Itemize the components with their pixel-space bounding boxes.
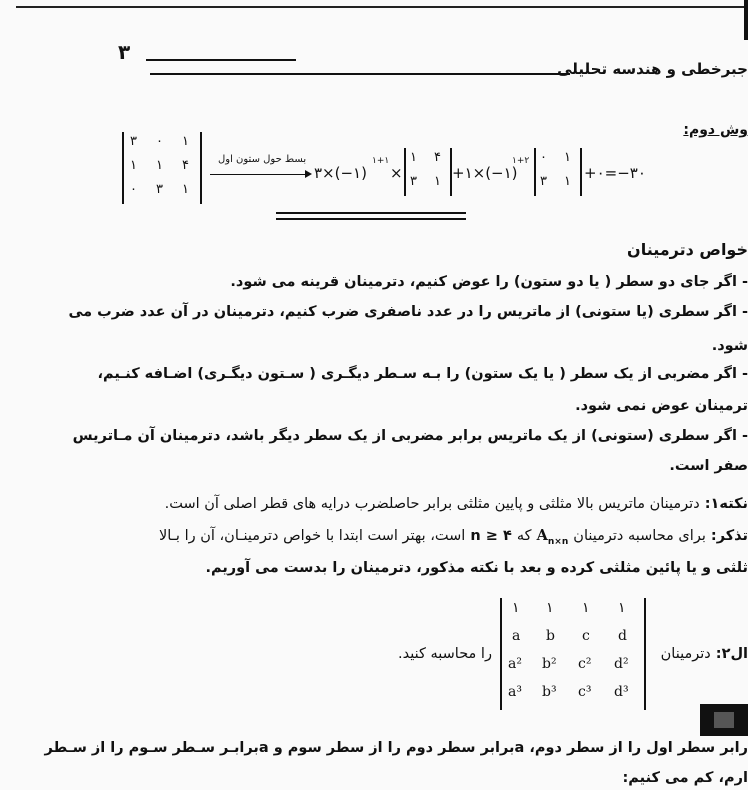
double-underline [276, 212, 466, 220]
matrix-cell: ۱ [564, 150, 571, 165]
section-title: خواص دترمینان [627, 240, 748, 259]
term2-exponent: ۱+۲ [512, 156, 530, 166]
matrix-4x4 [500, 598, 646, 710]
header-rule [146, 59, 296, 61]
matrix-cell: ۱ [546, 600, 554, 616]
matrix-cell: ۱ [130, 158, 137, 173]
solution-marker-icon [700, 704, 748, 736]
matrix-cell: ۴ [434, 150, 441, 165]
example-text: دترمینان [660, 646, 711, 662]
matrix-cell: d² [614, 656, 629, 672]
solution-line: ارم، کم می کنیم: [622, 770, 748, 786]
matrix-cell: c [582, 628, 590, 644]
property-line: - اگر جای دو سطر ( یا دو ستون) را عوض کنیم، دترمینان قرینه می شود. [230, 274, 748, 290]
matrix-cell: ۳ [410, 174, 417, 189]
matrix-cell: a³ [508, 684, 522, 700]
matrix-cell: ۰ [130, 182, 137, 197]
determinant-expansion [118, 128, 658, 218]
property-line: - اگر مضربی از یک سطر ( یا یک ستون) را بـه سـطر دیگـری ( سـتون دیگـری) اضـافه کنـیم، [97, 366, 748, 382]
matrix-cell: ۱ [182, 134, 189, 149]
matrix-cell: a [512, 628, 521, 644]
property-line: شود. [711, 338, 748, 354]
note-2-continued: ثلثی و یا پائین مثلثی کرده و بعد با نکته مذکور، دترمینان را بدست می آوریم. [205, 560, 748, 576]
result: +۰=−۳۰ [584, 164, 646, 182]
matrix-cell: b² [542, 656, 557, 672]
example-instruction: را محاسبه کنید. [398, 646, 492, 662]
matrix-2x2 [534, 148, 582, 196]
matrix-cell: ۰ [156, 134, 163, 149]
matrix-cell: c³ [578, 684, 592, 700]
matrix-cell: ۱ [618, 600, 626, 616]
matrix-cell: a² [508, 656, 522, 672]
method-label: وش دوم: [683, 122, 748, 138]
property-line: - اگر سطری (ستونی) از یک ماتریس برابر مضربی از یک سطر دیگر باشد، دترمینان آن مـاتریس [72, 428, 748, 444]
matrix-cell: ۳ [156, 182, 163, 197]
note2-text: است، بهتر است ابتدا با خواص دترمینـان، آن را بـالا [158, 528, 466, 544]
matrix-cell: ۱ [582, 600, 590, 616]
header-rule [150, 73, 570, 75]
page-header [110, 40, 748, 80]
arrow-label: بسط حول ستون اول [218, 154, 307, 165]
property-line: صفر است. [669, 458, 748, 474]
matrix-cell: d³ [614, 684, 629, 700]
page-right-edge [744, 0, 748, 40]
matrix-cell: ۱ [512, 600, 520, 616]
example-label [661, 646, 748, 662]
matrix-cell: b [546, 628, 555, 644]
term2-coefficient: +۱×(−۱) [452, 164, 518, 182]
note2-text: برای محاسبه دترمینان [573, 528, 706, 544]
note-2 [159, 526, 748, 552]
matrix-3x3 [122, 132, 202, 204]
matrix-cell: ۳ [540, 174, 547, 189]
term1-exponent: ۱+۱ [372, 156, 390, 166]
note2-condition: n ≥ ۴ [470, 528, 512, 544]
note2-text: که [516, 528, 532, 544]
matrix-cell: ۳ [130, 134, 137, 149]
property-line: - اگر سطری (یا ستونی) از ماتریس را در عدد ناصفری ضرب کنیم، دترمینان در آن عدد ضرب می [68, 304, 748, 320]
matrix-2x2 [404, 148, 452, 196]
matrix-cell: ۱ [434, 174, 441, 189]
header-title: جبرخطی و هندسه تحلیلی [557, 60, 748, 78]
page-top-edge [16, 0, 748, 8]
arrow-icon [210, 174, 310, 175]
matrix-cell: c² [578, 656, 592, 672]
matrix-cell: ۱ [156, 158, 163, 173]
times-sign: × [390, 164, 403, 182]
matrix-cell: b³ [542, 684, 557, 700]
term1-coefficient: ۳×(−۱) [314, 164, 367, 182]
page-number: ۳ [118, 40, 131, 64]
matrix-cell: d [618, 628, 627, 644]
matrix-cell: ۴ [182, 158, 189, 173]
property-line: ترمینان عوض نمی شود. [575, 398, 748, 414]
solution-line: رابر سطر اول را از سطر دوم، aبرابر سطر دوم را از سطر سوم و aبرابـر سـطر سـوم را از سـطر [44, 740, 748, 756]
note1-text: دترمینان ماتریس بالا مثلثی و پایین مثلثی برابر حاصلضرب درایه های قطر اصلی آن است. [164, 496, 700, 512]
matrix-subscript: n×n [547, 536, 569, 547]
note2-label: تذکر: [710, 528, 748, 544]
example-number: ال۲: [715, 646, 748, 662]
matrix-cell: ۱ [410, 150, 417, 165]
matrix-cell: ۱ [564, 174, 571, 189]
note1-label: نکته۱: [704, 496, 748, 512]
matrix-symbol: A [536, 527, 548, 544]
matrix-cell: ۰ [540, 150, 547, 165]
note-1 [165, 494, 748, 514]
matrix-cell: ۱ [182, 182, 189, 197]
